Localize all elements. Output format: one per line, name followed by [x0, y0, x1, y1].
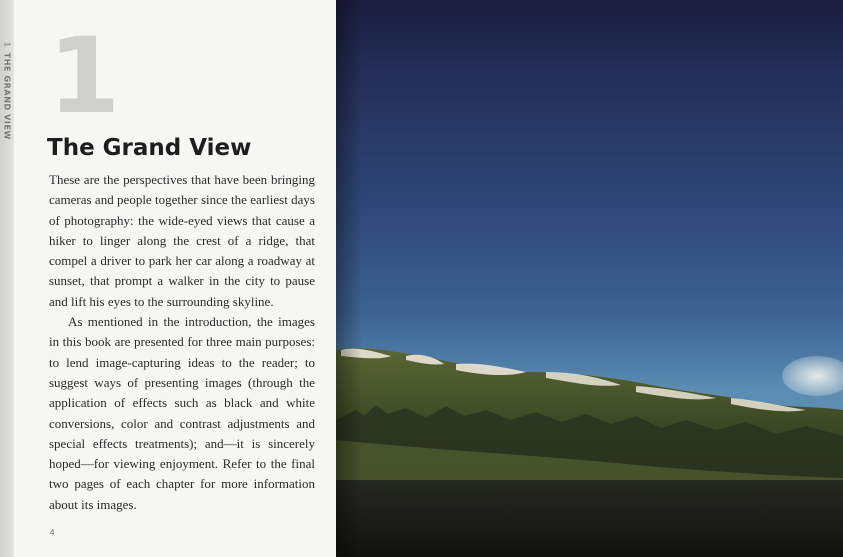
- body-paragraph-2: As mentioned in the introduction, the images in this book are presented for three main purposes: to lend image-capturing ideas to the reader; to suggest ways of presenting images (through the application of effects such as black and white conversions, color and contrast adjustments and special effects treatments); and—it is sincerely hoped—for viewing enjoyment. Refer to the final two pages of each chapter for more information about its images.: [49, 314, 315, 512]
- lake-water: [336, 480, 843, 557]
- photo-scene: [336, 0, 843, 557]
- landscape-photo: [336, 0, 843, 557]
- chapter-number: 1: [48, 15, 121, 137]
- running-head: [3, 42, 12, 152]
- gutter-shadow: [336, 0, 362, 557]
- page-number: 4: [50, 528, 55, 537]
- running-head-title: THE GRAND VIEW: [2, 52, 12, 140]
- book-spine-edge: [0, 0, 14, 557]
- body-paragraph-1: These are the perspectives that have been bringing cameras and people together since the earliest days of photography: the wide-eyed views that cause a hiker to linger along the crest of a ridge, that compel a driver to park her car along a roadway at sunset, that prompt a walker in the city to pause and lift his eyes to the surrounding skyline.: [49, 172, 315, 309]
- chapter-title: The Grand View: [47, 135, 252, 161]
- chapter-body: [49, 170, 315, 515]
- cloud: [782, 356, 843, 396]
- left-page: [14, 0, 336, 557]
- running-head-number: 1: [2, 41, 12, 48]
